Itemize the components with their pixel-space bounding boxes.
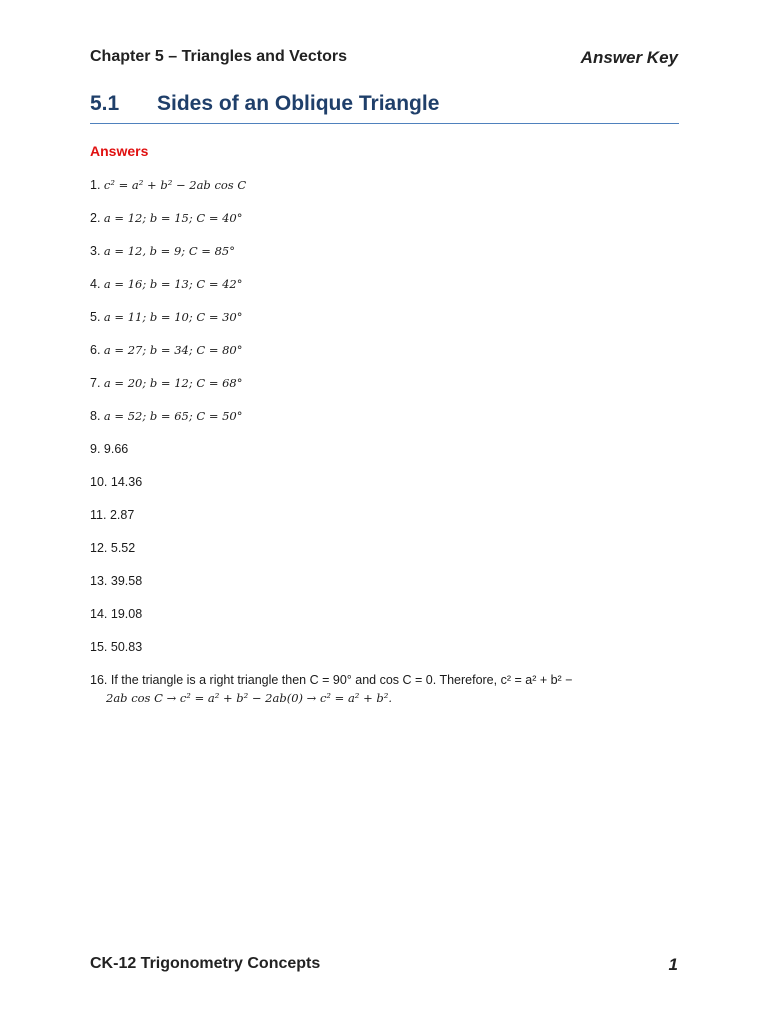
answer-number: 9. — [90, 442, 101, 456]
answer-text: 2.87 — [109, 508, 135, 522]
answer-text-line2: 2ab cos C → c² = a² + b² − 2ab(0) → c² = a² + b². — [106, 691, 392, 705]
title-divider — [90, 123, 679, 124]
answer-item — [90, 374, 650, 407]
answer-text: 19.08 — [110, 607, 143, 621]
answer-number: 3. — [90, 244, 101, 258]
answer-number: 16. — [90, 673, 108, 687]
answers-list — [90, 176, 650, 707]
answer-text: 5.52 — [110, 541, 136, 555]
answer-key-label: Answer Key — [580, 48, 678, 67]
answer-number: 2. — [90, 211, 101, 225]
answer-number: 12. — [90, 541, 108, 555]
answer-text-line1: If the triangle is a right triangle then C = 90° and cos C = 0. Therefore, c² = a² + b² − — [110, 673, 573, 687]
answer-text: a = 11; b = 10; C = 30° — [103, 310, 243, 324]
answer-number: 14. — [90, 607, 108, 621]
answer-item — [90, 671, 650, 707]
answer-text: a = 20; b = 12; C = 68° — [103, 376, 243, 390]
book-title-footer: CK-12 Trigonometry Concepts — [90, 955, 321, 972]
answer-text: a = 12; b = 15; C = 40° — [103, 211, 243, 225]
answer-item — [90, 176, 650, 209]
answer-item — [90, 506, 650, 539]
answer-item — [90, 242, 650, 275]
answer-item — [90, 440, 650, 473]
answer-item — [90, 539, 650, 572]
answer-item — [90, 638, 650, 671]
answer-number: 13. — [90, 574, 108, 588]
answer-item — [90, 473, 650, 506]
answer-number: 7. — [90, 376, 101, 390]
answer-number: 4. — [90, 277, 101, 291]
section-title-text: Sides of an Oblique Triangle — [157, 92, 440, 115]
answer-number: 8. — [90, 409, 101, 423]
answer-item — [90, 572, 650, 605]
answer-text: 39.58 — [110, 574, 143, 588]
answer-number: 10. — [90, 475, 108, 489]
answer-item — [90, 341, 650, 374]
answer-number: 11. — [90, 508, 107, 522]
section-number: 5.1 — [90, 92, 120, 115]
answer-item — [90, 605, 650, 638]
answer-text: c² = a² + b² − 2ab cos C — [103, 178, 247, 192]
answer-item — [90, 407, 650, 440]
chapter-header: Chapter 5 – Triangles and Vectors — [90, 48, 347, 65]
answer-number: 6. — [90, 343, 101, 357]
answers-heading: Answers — [90, 143, 149, 159]
answer-text: 14.36 — [110, 475, 143, 489]
answer-item — [90, 209, 650, 242]
page-number: 1 — [668, 955, 678, 974]
answer-number: 5. — [90, 310, 101, 324]
answer-text: a = 52; b = 65; C = 50° — [103, 409, 243, 423]
answer-number: 15. — [90, 640, 108, 654]
answer-text: a = 12, b = 9; C = 85° — [103, 244, 235, 258]
answer-number: 1. — [90, 178, 101, 192]
answer-text: 50.83 — [110, 640, 143, 654]
answer-text: a = 27; b = 34; C = 80° — [103, 343, 243, 357]
answer-item — [90, 308, 650, 341]
answer-text: 9.66 — [103, 442, 129, 456]
answer-text: a = 16; b = 13; C = 42° — [103, 277, 243, 291]
answer-item — [90, 275, 650, 308]
section-title — [90, 92, 439, 116]
